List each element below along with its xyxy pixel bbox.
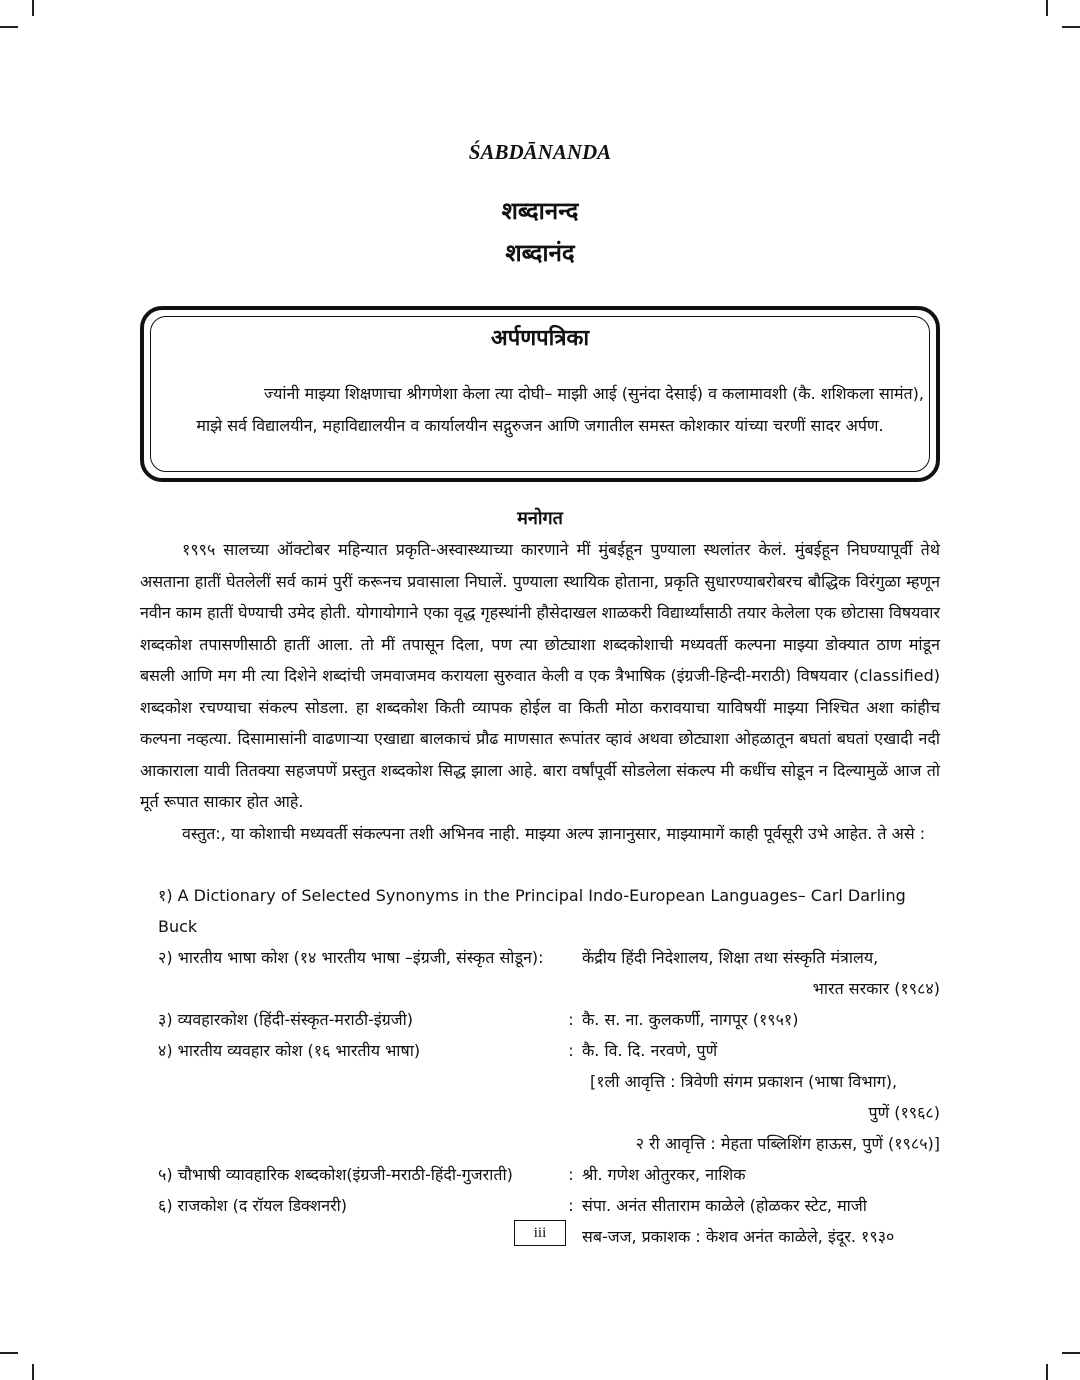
reference-item-5: [140, 1159, 940, 1190]
preface-paragraph-1: १९९५ सालच्या ऑक्टोबर महिन्यात प्रकृति-अस्वास्थ्याच्या कारणाने मीं मुंबईहून पुण्याला स्थलांतर केलं. मुंबईहून निघण्यापूर्वी तेथे असताना हातीं घेतलेलीं सर्व कामं पुरीं करूनच प्रवासाला निघालें. पुण्याला स्थायिक होताना, प्रकृति सुधारण्याबरोबरच बौद्धिक विरंगुळा म्हणून नवीन काम हातीं घेण्याची उमेद होती. योगायोगाने एका वृद्ध गृहस्थांनी हौसेदाखल शाळकरी विद्यार्थ्यांसाठी तयार केलेला एक छोटासा विषयवार शब्दकोश तपासणीसाठी हातीं आला. तो मीं तपासून दिला, पण त्या छोट्याशा शब्दकोशाची मध्यवर्ती कल्पना माझ्या डोक्यात ठाण मांडून बसली आणि मग मी त्या दिशेने शब्दांची जमवाजमव करायला सुरुवात केली व एक त्रैभाषिक (इंग्रजी-हिन्दी-मराठी) विषयवार (classified) शब्दकोश रचण्याचा संकल्प सोडला. हा शब्दकोश किती व्यापक होईल वा किती मोठा करावयाचा याविषयीं माझ्या निश्चित अशा कांहीच कल्पना नव्हत्या. दिसामासांनी वाढणाऱ्या एखाद्या बालकाचं प्रौढ माणसात रूपांतर व्हावं अथवा छोट्याशा ओहळातून बघतां बघतां एखादी नदी आकाराला यावी तितक्या सहजपणें प्रस्तुत शब्दकोश सिद्ध झाला आहे. बारा वर्षांपूर्वी सोडलेला संकल्प मी कधींच सोडून न दिल्यामुळें आज तो मूर्त रूपात साकार होत आहे.: [140, 540, 940, 811]
reference-title: ६) राजकोश (द रॉयल डिक्शनरी): [158, 1196, 348, 1215]
dedication-text: [156, 378, 924, 442]
spacer: [140, 1066, 590, 1097]
title-devanagari-1: शब्दानन्द: [501, 197, 579, 225]
preface-paragraph-2: वस्तुत:, या कोशाची मध्यवर्ती संकल्पना तशी अभिनव नाही. माझ्या अल्प ज्ञानानुसार, माझ्यामागें काही पूर्वसूरी उभे आहेत. ते असे :: [182, 823, 926, 843]
dedication-line-2: माझे सर्व विद्यालयीन, महाविद्यालयीन व कार्यालयीन सद्गुरुजन आणि जगातील समस्त कोशकार यांच्या चरणीं सादर अर्पण.: [196, 416, 884, 435]
reference-source: कै. वि. दि. नरवणे, पुणें: [582, 1041, 718, 1060]
reference-title: ५) चौभाषी व्यावहारिक शब्दकोश(इंग्रजी-मराठी-हिंदी-गुजराती): [158, 1165, 513, 1184]
page-number: iii: [514, 1220, 566, 1246]
crop-mark-top-right-h: [1062, 26, 1080, 28]
title-devanagari-2: शब्दानंद: [505, 239, 575, 267]
reference-list: [140, 880, 940, 1252]
reference-item-4: [140, 1035, 940, 1066]
reference-source: श्री. गणेश ओतुरकर, नाशिक: [582, 1165, 746, 1184]
crop-mark-bottom-right-h: [1062, 1352, 1080, 1354]
dedication-line-1: ज्यांनी माझ्या शिक्षणाचा श्रीगणेशा केला त्या दोघी– माझी आई (सुनंदा देसाई) व कलामावशी (कै. शशिकला सामंत),: [263, 384, 924, 403]
reference-colon: :: [568, 1196, 574, 1215]
dedication-heading: अर्पणपत्रिका: [490, 326, 590, 351]
reference-source: कै. स. ना. कुलकर्णी, नागपूर (१९५१): [582, 1010, 799, 1029]
reference-title: ३) व्यवहारकोश (हिंदी-संस्कृत-मराठी-इंग्रजी): [158, 1010, 414, 1029]
crop-mark-top-left-h: [0, 26, 18, 28]
reference-item-1: १) A Dictionary of Selected Synonyms in the Principal Indo-European Languages– Carl Darling Buck: [158, 886, 906, 936]
reference-source-cont: पुणें (१९६८): [868, 1103, 940, 1122]
reference-source-cont: सब-जज, प्रकाशक : केशव अनंत काळेले, इंदूर. १९३०: [582, 1227, 895, 1246]
crop-mark-bottom-right-v: [1046, 1364, 1048, 1380]
dedication-box: [140, 306, 940, 482]
crop-mark-bottom-left-h: [0, 1352, 18, 1354]
reference-item-2: [140, 942, 940, 973]
reference-source-cont: [१ली आवृत्ति : त्रिवेणी संगम प्रकाशन (भाषा विभाग),: [590, 1072, 898, 1091]
reference-item-6: [140, 1190, 940, 1221]
crop-mark-bottom-left-v: [32, 1364, 34, 1380]
reference-colon: :: [568, 1041, 574, 1060]
reference-source-cont: २ री आवृत्ति : मेहता पब्लिशिंग हाऊस, पुणें (१९८५)]: [635, 1134, 940, 1153]
reference-title: २) भारतीय भाषा कोश (१४ भारतीय भाषा –इंग्रजी, संस्कृत सोडून):: [158, 948, 544, 967]
reference-item-4-cont: [140, 1066, 940, 1097]
reference-title: ४) भारतीय व्यवहार कोश (१६ भारतीय भाषा): [158, 1041, 421, 1060]
crop-mark-top-right-v: [1046, 0, 1048, 16]
crop-mark-top-left-v: [32, 0, 34, 16]
reference-source: संपा. अनंत सीताराम काळेले (होळकर स्टेट, माजी: [582, 1196, 867, 1215]
preface-body: [140, 534, 940, 849]
preface-heading: मनोगत: [517, 508, 563, 529]
reference-item-3: [140, 1004, 940, 1035]
reference-source-cont: भारत सरकार (१९८४): [812, 979, 940, 998]
reference-colon: :: [568, 1010, 574, 1029]
reference-source: केंद्रीय हिंदी निदेशालय, शिक्षा तथा संस्कृति मंत्रालय,: [582, 948, 879, 967]
reference-colon: :: [568, 1165, 574, 1184]
title-latin: ŚABDĀNANDA: [468, 140, 612, 164]
